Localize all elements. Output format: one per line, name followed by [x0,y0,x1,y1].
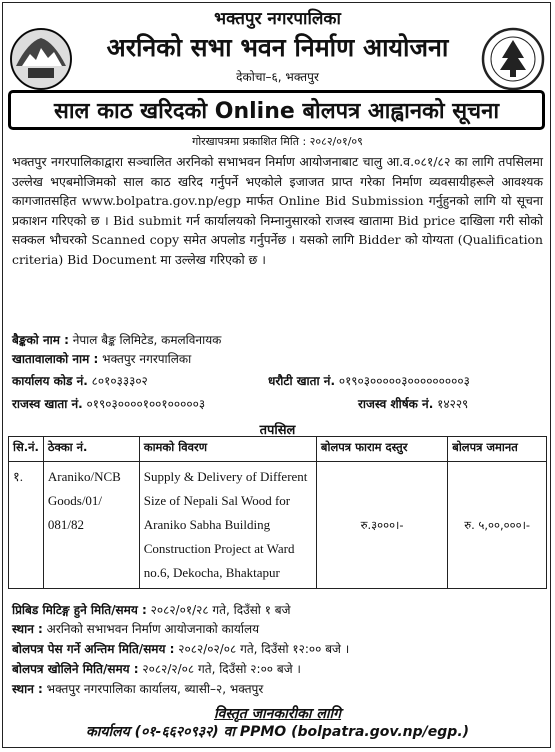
account-holder-value: भक्तपुर नगरपालिका [102,352,192,366]
submission-deadline-label: बोलपत्र पेस गर्ने अन्तिम मिति/समय : [12,642,175,656]
office-code-value: ८०१०३३३०२ [91,374,148,388]
col-form-fee: बोलपत्र फाराम दस्तुर [316,437,447,462]
prebid-value: २०८२/०१/२८ गते, दिउँसो १ बजे [150,603,291,617]
cell-bid-security: रु. ५,००,०००।- [448,462,547,589]
revenue-account-label: राजस्व खाता नं. [12,397,83,411]
submission-deadline-value: २०८२/०२/०८ गते, दिउँसो १२:०० बजे । [178,642,350,656]
bank-name-label: बैङ्कको नाम : [12,333,69,347]
municipality-name: भक्तपुर नगरपालिका [214,9,341,29]
opening-venue-row [12,680,263,697]
table-row [9,462,547,589]
schedule-table [8,436,547,589]
revenue-head-value: १४२२९ [437,397,469,411]
bid-opening-value: २०८२/२/०८ गते, दिउँसो २:०० बजे । [142,662,301,676]
office-code-row [12,372,148,389]
schedule-title: तपसिल [259,423,296,438]
cell-description: Supply & Delivery of Different Size of Nepali Sal Wood for Araniko Sabha Building Construction Project at Ward no.6, Dekocha, Bhaktapur [139,462,316,589]
project-title: अरनिको सभा भवन निर्माण आयोजना [106,33,449,62]
cell-sn: १. [9,462,44,589]
prebid-venue-value: अरनिको सभाभवन निर्माण आयोजनाको कार्यालय [46,622,260,636]
bank-name-value: नेपाल बैङ्क लिमिटेड, कमलविनायक [72,333,222,347]
notice-body: भक्तपुर नगरपालिकाद्वारा सञ्चालित अरनिको सभाभवन निर्माण आयोजनाबाट चालु आ.व.०८१/८२ का लागि तपसिलमा उल्लेख भएबमोजिमको साल काठ खरिद गर्नुपर्ने भएकोले इजाजत प्राप्त गरेका निर्माण व्यवसायीहरूले आवश्यक कागजातसहित www.bolpatra.gov.np/egp मार्फत Online Bid Submission गर्नुहुनको लागि यो सूचना प्रकाशन गरिएको छ । Bid submit गर्न कार्यालयको निम्नानुसारको राजस्व खातामा Bid price दाखिला गरी सोको सक्कल भौचरको Scanned copy समेत अपलोड गर्नुपर्नेछ । यसको लागि Bidder को योग्यता (Qualification criteria) Bid Document मा उल्लेख गरिएको छ । [12,154,543,267]
revenue-head-row [358,395,468,412]
opening-venue-label: स्थान : [12,682,43,696]
prebid-label: प्रिबिड मिटिङ्ग हुने मिति/समय : [12,603,147,617]
cell-form-fee: रु.३०००।- [316,462,447,589]
cell-contract: Araniko/NCB Goods/01/ 081/82 [43,462,139,589]
prebid-venue-row [12,620,259,637]
prebid-row [12,601,291,618]
deposit-account-label: धरौटी खाता नं. [268,374,335,388]
col-sn: सि.नं. [9,437,44,462]
account-holder-label: खातावालाको नाम : [12,352,99,366]
col-description: कामको विवरण [139,437,316,462]
footer-heading: विस्तृत जानकारीका लागि [213,706,342,722]
deposit-account-row [268,372,470,389]
bank-name-row [12,331,221,348]
opening-venue-value: भक्तपुर नगरपालिका कार्यालय, ब्यासी–२, भक्तपुर [46,682,264,696]
submission-deadline-row [12,640,349,657]
footer-contact: कार्यालय (०१-६६२०९३२) वा PPMO (bolpatra.gov.np/egp.) [85,724,470,740]
office-code-label: कार्यालय कोड नं. [12,374,88,388]
project-location: देकोचा–६, भक्तपुर [236,70,319,84]
prebid-venue-label: स्थान : [12,622,43,636]
publication-date: गोरखापत्रमा प्रकाशित मिति : २०८२/०१/०९ [192,135,363,148]
bid-opening-label: बोलपत्र खोलिने मिति/समय : [12,662,139,676]
col-bid-security: बोलपत्र जमानत [448,437,547,462]
revenue-account-value: ०१९०३००००१००१०००००३ [86,397,206,411]
schedule-header-row [9,437,547,462]
deposit-account-value: ०१९०३०००००३०००००००००३ [338,374,470,388]
revenue-account-row [12,395,205,412]
col-contract: ठेक्का नं. [43,437,139,462]
bid-opening-row [12,660,301,677]
notice-title: साल काठ खरिदको Online बोलपत्र आह्वानको सूचना [53,99,500,124]
notice-banner [8,90,545,130]
revenue-head-label: राजस्व शीर्षक नं. [358,397,434,411]
account-holder-row [12,350,191,367]
